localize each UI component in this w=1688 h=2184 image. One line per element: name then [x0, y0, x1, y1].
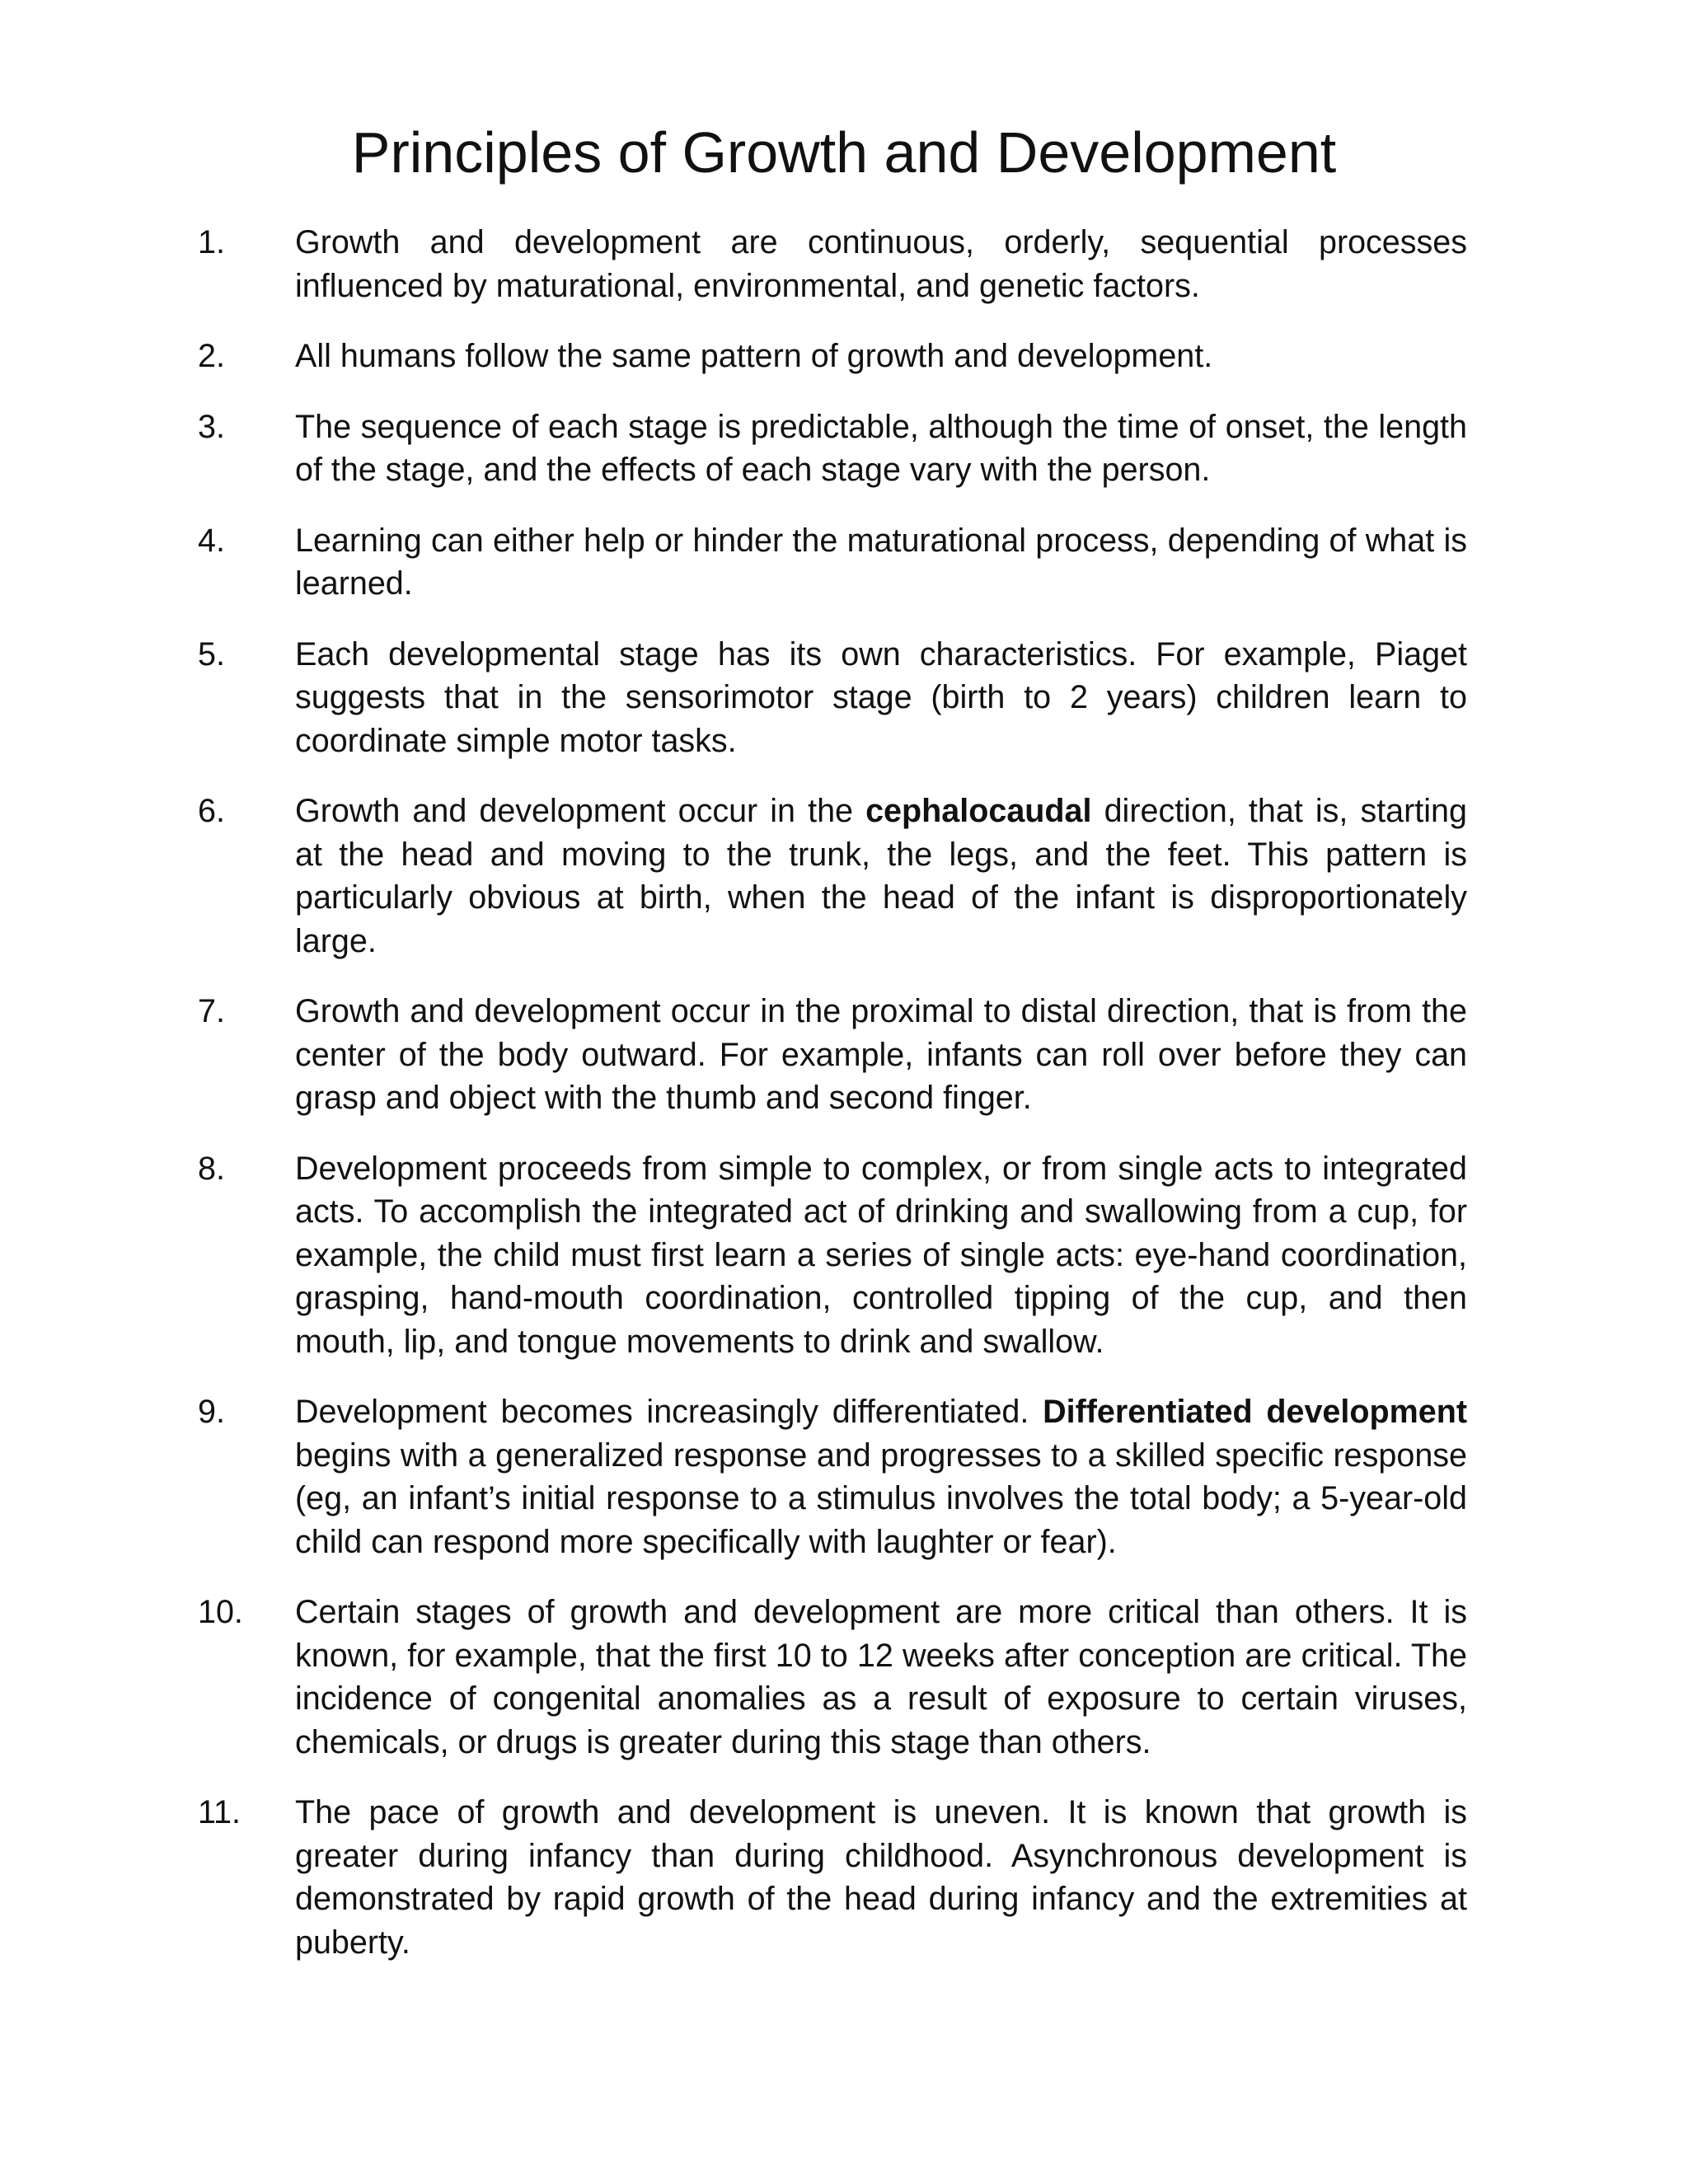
item-text: Certain stages of growth and development are more critical than others. It is known, for example, that the first 10 to 12 weeks after conception are critical. The incidence of congenital anomalies as a result of exposure to certain viruses, chemicals, or drugs is greater during this stage than others. [295, 1594, 1467, 1760]
item-text: The pace of growth and development is uneven. It is known that growth is greater during infancy than during childhood. Asynchronous development is demonstrated by rapid growth of the head during infancy and the extremities at puberty. [295, 1794, 1467, 1961]
item-text [295, 793, 1467, 959]
item-number: 10. [198, 1594, 243, 1630]
list-item [198, 1591, 1467, 1764]
page-title: Principles of Growth and Development [351, 120, 1337, 185]
list-item [198, 519, 1467, 606]
item-text: All humans follow the same pattern of growth and development. [295, 338, 1213, 374]
list-item [198, 1390, 1467, 1563]
item-text: The sequence of each stage is predictable, although the time of onset, the length of the stage, and the effects of each stage vary with the person. [295, 408, 1467, 488]
item-number: 1. [198, 224, 225, 260]
item-number: 3. [198, 408, 225, 445]
item-text: Growth and development occur in the proximal to distal direction, that is from the center of the body outward. For example, infants can roll over before they can grasp and object with the thumb and second finger. [295, 993, 1467, 1116]
item-text: Growth and development are continuous, orderly, sequential processes influenced by maturational, environmental, and genetic factors. [295, 224, 1467, 304]
item-number: 8. [198, 1150, 225, 1187]
list-item [198, 1791, 1467, 1964]
list-item [198, 221, 1467, 307]
principles-list [198, 221, 1467, 1991]
list-item [198, 990, 1467, 1120]
item-number: 2. [198, 338, 225, 374]
bold-term-differentiated-development: Differentiated development [1043, 1394, 1467, 1430]
item-text: Learning can either help or hinder the maturational process, depending of what is learned. [295, 522, 1467, 602]
item-text-after: begins with a generalized response and progresses to a skilled specific response (eg, an infant’s initial response to a stimulus involves the total body; a 5-year-old child can respond more specifically with laughter or fear). [295, 1436, 1467, 1560]
item-number: 6. [198, 793, 225, 829]
item-number: 7. [198, 993, 225, 1029]
item-text-before: Growth and development occur in the [295, 793, 866, 829]
item-number: 9. [198, 1394, 225, 1430]
list-item [198, 790, 1467, 963]
list-item [198, 335, 1467, 378]
list-item [198, 633, 1467, 763]
item-text-after: direction, that is, starting at the head and moving to the trunk, the legs, and the feet. This pattern is particularly obvious at birth, when the head of the infant is disproportionately large. [295, 793, 1467, 959]
item-text: Development proceeds from simple to complex, or from single acts to integrated acts. To accomplish the integrated act of drinking and swallowing from a cup, for example, the child must first learn a series of single acts: eye-hand coordination, grasping, hand-mouth coordination, controlled tipping of the cup, and then mouth, lip, and tongue movements to drink and swallow. [295, 1150, 1467, 1360]
list-item [198, 405, 1467, 492]
item-text: Each developmental stage has its own characteristics. For example, Piaget suggests that in the sensorimotor stage (birth to 2 years) children learn to coordinate simple motor tasks. [295, 635, 1467, 759]
item-number: 5. [198, 635, 225, 673]
item-text [295, 1394, 1467, 1560]
item-number: 11. [198, 1794, 241, 1830]
list-item [198, 1147, 1467, 1364]
item-text-before: Development becomes increasingly differentiated. [295, 1394, 1043, 1430]
bold-term-cephalocaudal: cephalocaudal [865, 793, 1092, 829]
item-number: 4. [198, 522, 225, 559]
